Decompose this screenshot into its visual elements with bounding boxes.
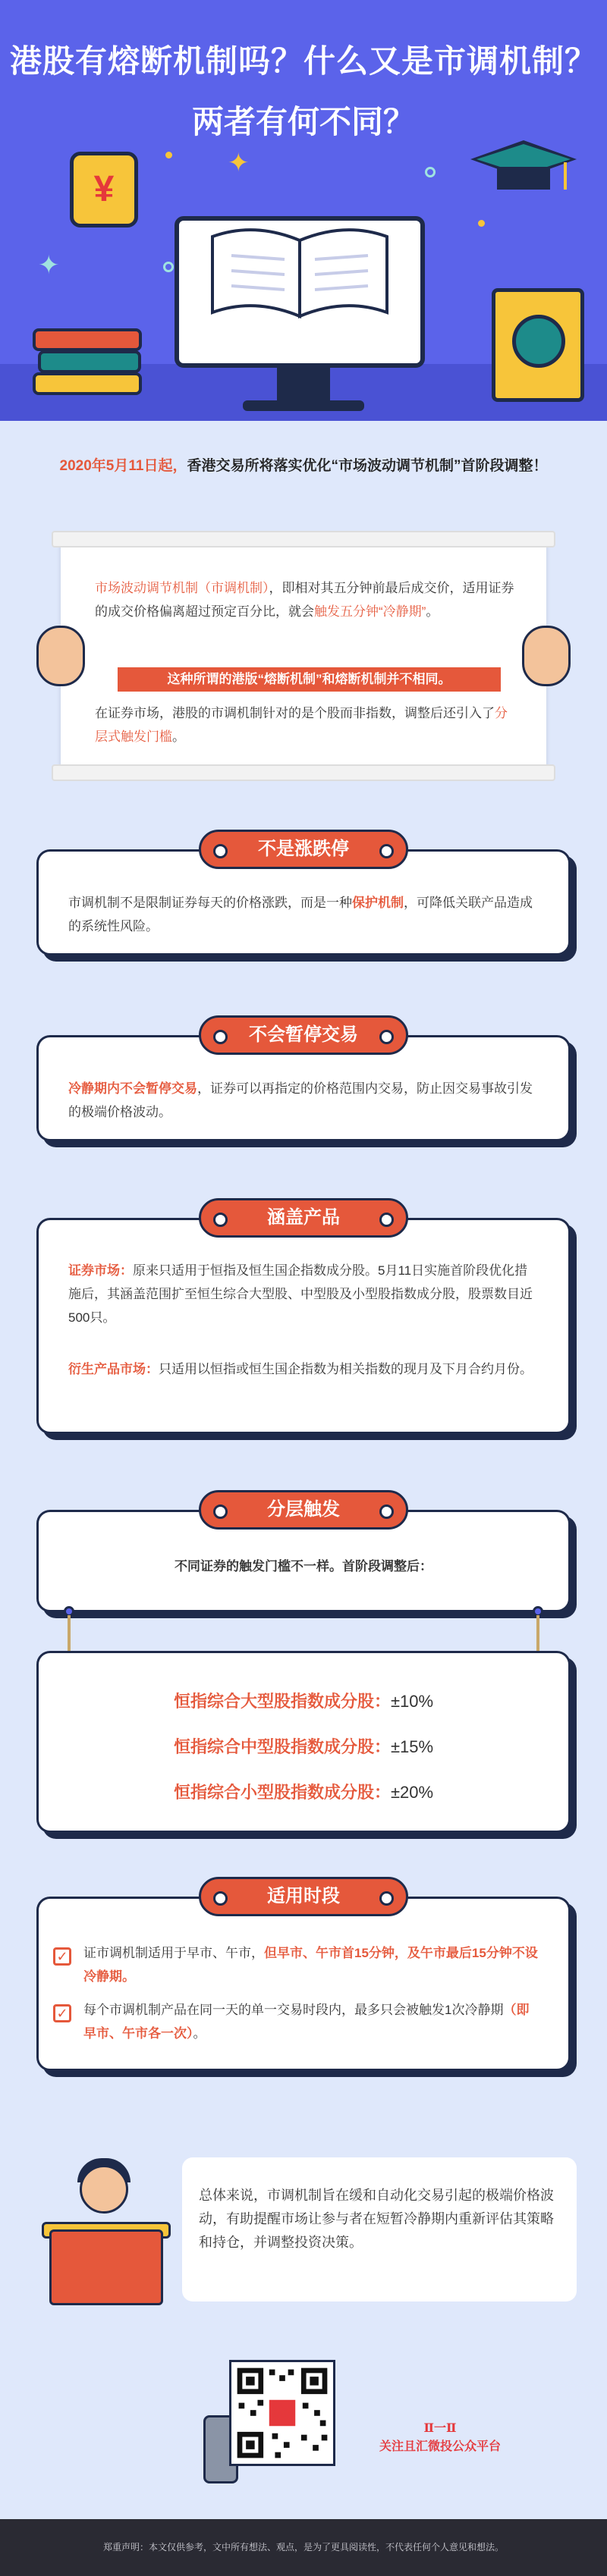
trigger-highlight: 触发五分钟“冷静期” — [314, 604, 426, 619]
summary-text: 总体来说，市调机制旨在缓和自动化交易引起的极端价格波动，有助提醒市场让参与者在短暂冷静期内重新评估其策略和持仓，并调整投资决策。 — [199, 2188, 554, 2250]
section-text: 只适用以恒指或恒生国企指数为相关指数的现月及下月合约月份。 — [159, 1362, 533, 1376]
tier-value: ±10% — [390, 1692, 434, 1711]
dot-decoration — [478, 220, 485, 227]
tier-value: ±15% — [390, 1737, 434, 1756]
intro-text — [23, 453, 584, 479]
intro-rest: 香港交易所将落实优化“市场波动调节机制”首阶段调整！ — [187, 458, 548, 474]
paper-text: ，即相对其五分钟前最后成交价，适用证券的成交价格偏离超过预定百分比，就会 — [95, 581, 514, 619]
key-statement: 这种所谓的港版“熔断机制”和熔断机制并不相同。 — [118, 667, 501, 692]
tier-row — [0, 1689, 607, 1712]
securities-market-label: 证券市场： — [68, 1263, 133, 1278]
page-title: 港股有熔断机制吗？什么又是市调机制？ — [9, 43, 597, 79]
paper-text-end: 。 — [172, 730, 185, 744]
paper-paragraph-1 — [95, 576, 520, 623]
section-text: ，证券可以再指定的价格范围内交易，防止因交易事故引发的极端价格波动。 — [68, 1081, 533, 1119]
sparkle-icon: ✦ — [228, 149, 250, 177]
section-tag-tiered: 分层触发 — [199, 1490, 408, 1530]
paper-text: 在证券市场，港股的市调机制针对的是个股而非指数，调整后还引入了 — [95, 706, 495, 720]
checkbox-checked-icon: ✓ — [53, 1947, 71, 1966]
signature-top: Ⅱ一Ⅱ — [423, 2421, 457, 2435]
paper-paragraph-2 — [95, 701, 520, 748]
section-tag-sessions: 适用时段 — [199, 1877, 408, 1916]
term-highlight: 市场波动调节机制（市调机制） — [95, 581, 269, 595]
yuan-coin-icon: ¥ — [70, 152, 138, 227]
coverage-securities — [68, 1259, 539, 1329]
tiered-intro: 不同证券的触发门槛不一样。首阶段调整后： — [175, 1559, 432, 1574]
speaker-avatar-icon — [80, 2165, 128, 2214]
section-text: 市调机制不是限制证券每天的价格涨跌，而是一种 — [68, 896, 352, 910]
notebook-icon — [492, 288, 584, 402]
coverage-derivatives — [68, 1357, 539, 1381]
tier-row — [0, 1734, 607, 1758]
left-hand-icon — [36, 626, 85, 686]
session-item-1 — [83, 1941, 539, 1988]
scroll-curl-top — [52, 531, 555, 548]
monitor-foot — [243, 400, 364, 411]
scroll-curl-bottom — [52, 764, 555, 781]
session-item-2 — [83, 1998, 539, 2045]
tier-value: ±20% — [390, 1783, 434, 1802]
checkbox-checked-icon: ✓ — [53, 2004, 71, 2022]
disclaimer-footer: 郑重声明：本文仅供参考，文中所有想法、观点，是为了更具阅读性，不代表任何个人意见和想法。 — [0, 2519, 607, 2576]
section-tag-coverage: 涵盖产品 — [199, 1198, 408, 1238]
signature — [349, 2419, 531, 2455]
ring-decoration — [163, 262, 174, 272]
section-text: 每个市调机制产品在同一天的单一交易时段内，最多只会被触发1次冷静期 — [83, 2003, 504, 2017]
protect-highlight: 保护机制 — [352, 896, 404, 910]
tiered-highlight: 分层式触发门槛 — [95, 706, 508, 744]
session-highlight: （即早市、午市各一次） — [83, 2003, 530, 2041]
section-text: 证市调机制适用于早市、午市， — [83, 1946, 264, 1960]
section-text-not-limit — [68, 891, 539, 938]
qr-code[interactable] — [229, 2360, 335, 2466]
section-text-end: 。 — [193, 2026, 206, 2041]
no-halt-highlight: 冷静期内不会暂停交易 — [68, 1081, 197, 1096]
books-stack-icon — [30, 326, 144, 398]
dot-decoration — [165, 152, 172, 158]
podium-icon — [49, 2229, 163, 2305]
sparkle-icon: ✦ — [38, 251, 60, 280]
paper-text-end: 。 — [426, 604, 439, 619]
hero-banner — [0, 0, 607, 421]
page-subtitle: 两者有何不同？ — [191, 104, 415, 140]
graduation-cap-icon — [467, 136, 580, 197]
notebook-emblem — [512, 315, 565, 368]
section-tag-not-limit: 不是涨跌停 — [199, 830, 408, 869]
session-highlight: 但早市、午市首15分钟，及午市最后15分钟不设冷静期。 — [83, 1946, 538, 1984]
right-hand-icon — [522, 626, 571, 686]
tier-label: 恒指综合小型股指数成分股： — [173, 1783, 391, 1802]
tier-row — [0, 1780, 607, 1803]
signature-bottom: 关注且汇微投公众平台 — [379, 2439, 501, 2453]
section-text-no-halt — [68, 1077, 539, 1124]
open-book-icon — [205, 221, 395, 320]
tier-label: 恒指综合大型股指数成分股： — [173, 1692, 391, 1711]
section-text: ，可降低关联产品造成的系统性风险。 — [68, 896, 533, 933]
section-tag-no-halt: 不会暂停交易 — [199, 1015, 408, 1055]
ring-decoration — [425, 167, 436, 177]
section-text: 原来只适用于恒指及恒生国企指数成分股。5月11日实施首阶段优化措施后，其涵盖范围扩至恒生综合大型股、中型股及小型股指数成分股，股票数目近500只。 — [68, 1263, 533, 1325]
intro-date: 2020年5月11日起， — [59, 458, 187, 474]
tier-label: 恒指综合中型股指数成分股： — [173, 1737, 391, 1756]
derivatives-market-label: 衍生产品市场： — [68, 1362, 159, 1376]
